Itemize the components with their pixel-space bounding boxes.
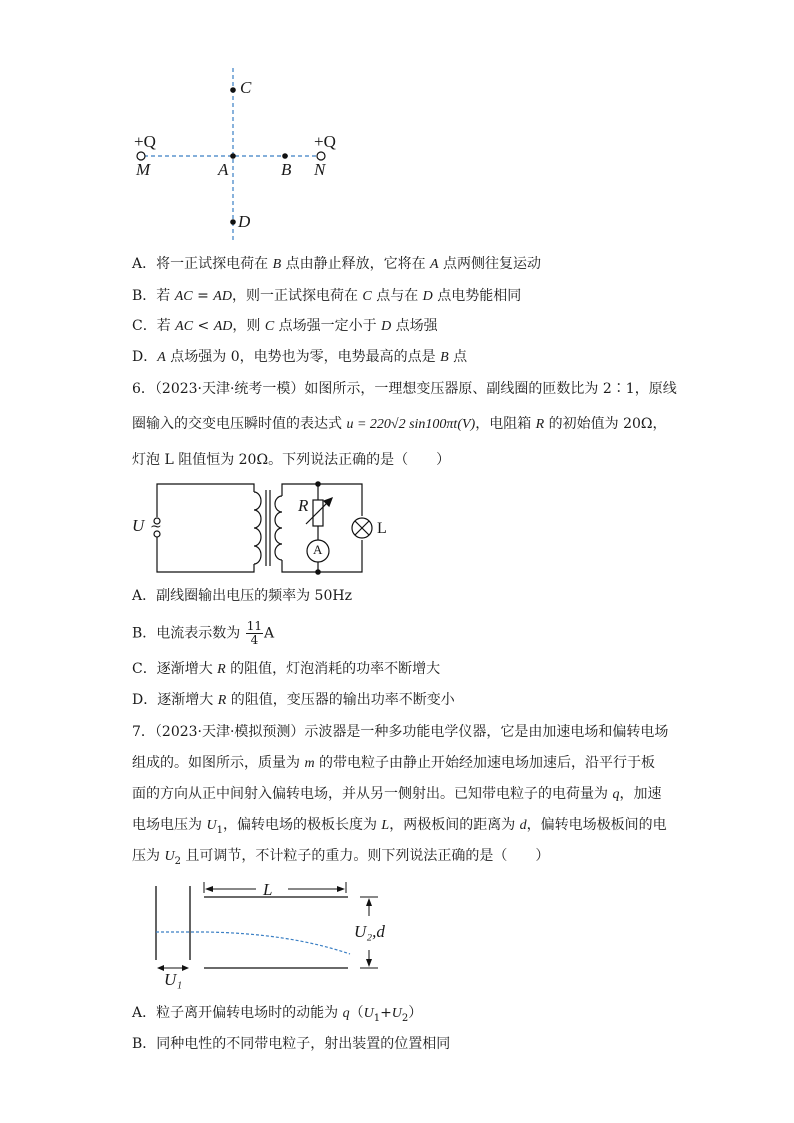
label-d: D — [238, 212, 251, 231]
label-n: N — [314, 160, 326, 179]
label-b: B — [281, 160, 292, 179]
ammeter-label: A — [313, 542, 323, 557]
figure-oscilloscope — [148, 880, 398, 992]
label-charge-left: +Q — [134, 132, 156, 151]
tilde-symbol: ~ — [150, 519, 162, 535]
label-u: U — [132, 516, 145, 535]
voltage-formula: u = 220√2 sin100πt(V) — [346, 417, 476, 432]
label-a: A — [218, 160, 229, 179]
figure-two-charges — [130, 64, 360, 242]
q6-option-d[interactable]: D．逐渐增大 R 的阻值，变压器的输出功率不断变小 — [132, 692, 455, 708]
q7-stem-line-3: 面的方向从正中间射入偏转电场，并从另一侧射出。已知带电粒子的电荷量为 q，加速 — [132, 786, 662, 802]
q6-stem-line-1: 6．（2023·天津·统考一模）如图所示，一理想变压器原、副线圈的匝数比为 2∶1，原线 — [132, 381, 677, 397]
figure-transformer-circuit — [128, 476, 398, 580]
q5-option-c[interactable]: C．若 AC < AD，则 C 点场强一定小于 D 点场强 — [132, 318, 438, 334]
q6-option-c[interactable]: C．逐渐增大 R 的阻值，灯泡消耗的功率不断增大 — [132, 661, 441, 677]
q7-stem-line-5: 压为 $U_2$ 且可调节，不计粒子的重力。则下列说法正确的是（ ） — [132, 848, 550, 867]
label-m: M — [136, 160, 151, 179]
transformer-diagram — [128, 476, 398, 580]
q6-stem-line-3: 灯泡 L 阻值恒为 20Ω。下列说法正确的是（ ） — [132, 452, 451, 468]
label-r: R — [298, 496, 309, 515]
q6-option-b[interactable]: B．电流表示数为 $\frac{11}{4}$ A — [132, 619, 275, 647]
label-length-l: L — [263, 880, 273, 899]
label-c: C — [240, 78, 252, 97]
q5-option-b[interactable]: B．若 AC = AD，则一正试探电荷在 C 点与在 D 点电势能相同 — [132, 288, 522, 304]
label-u1: U₁ — [164, 970, 183, 989]
label-u2-d: U₂,d — [354, 922, 385, 941]
q7-stem-line-1: 7．（2023·天津·模拟预测）示波器是一种多功能电学仪器，它是由加速电场和偏转电场 — [132, 724, 669, 740]
label-charge-right: +Q — [314, 132, 336, 151]
q7-stem-line-4: 电场电压为 $U_1$，偏转电场的极板长度为 L，两极板间的距离为 d，偏转电场极板间的电 — [132, 817, 667, 836]
fraction-11-4: $\frac{11}{4}$ — [246, 619, 263, 647]
q7-option-b[interactable]: B．同种电性的不同带电粒子，射出装置的位置相同 — [132, 1036, 451, 1052]
q6-stem-line-2: 圈输入的交变电压瞬时值的表达式 u = 220√2 sin100πt(V)，电阻箱 R 的初始值为 20Ω， — [132, 416, 667, 432]
lamp-label: L — [377, 520, 387, 537]
q7-option-a[interactable]: A．粒子离开偏转电场时的动能为 $q(U_1+U_2)$ — [132, 1005, 423, 1024]
q5-option-d[interactable]: D．A 点场强为 0，电势也为零，电势最高的点是 B 点 — [132, 349, 468, 365]
q6-option-a[interactable]: A．副线圈输出电压的频率为 50Hz — [132, 588, 352, 604]
q5-option-a[interactable]: A．将一正试探电荷在 B 点由静止释放，它将在 A 点两侧往复运动 — [132, 256, 542, 272]
q7-stem-line-2: 组成的。如图所示，质量为 m 的带电粒子由静止开始经加速电场加速后，沿平行于板 — [132, 755, 656, 771]
